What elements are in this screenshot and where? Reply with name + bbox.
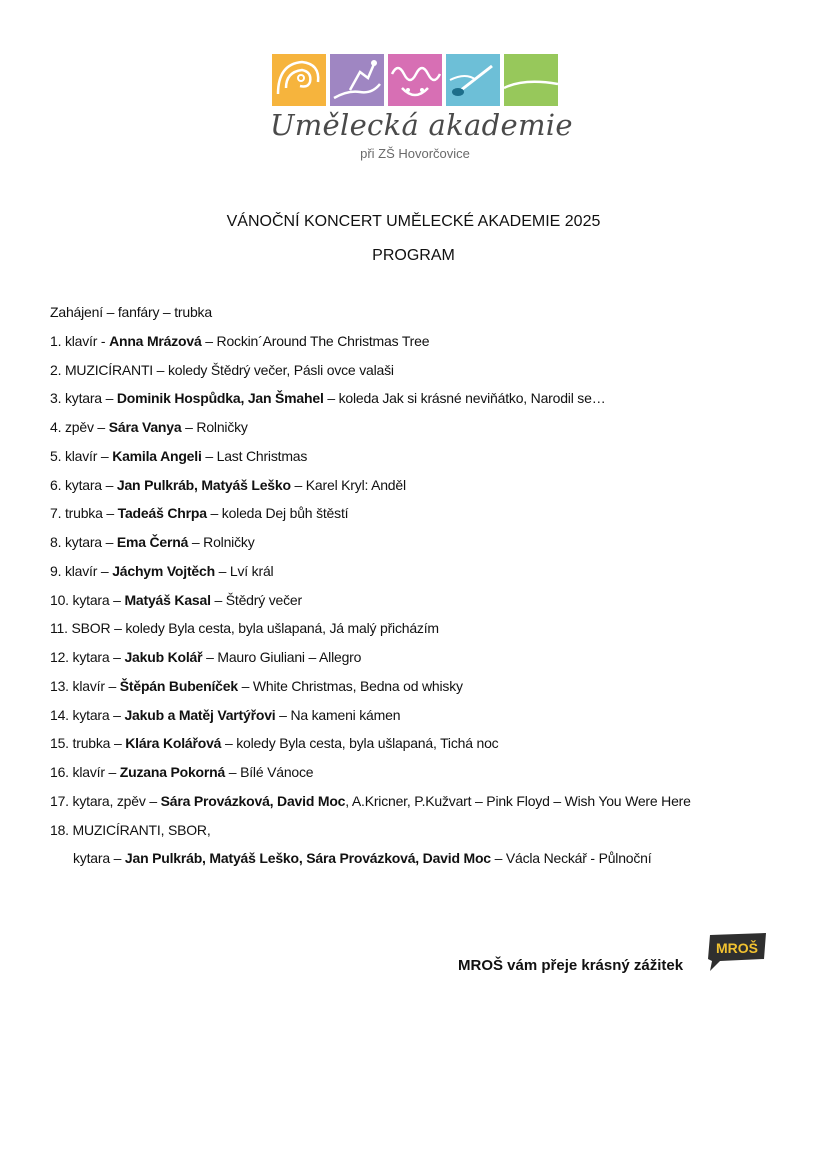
program-item	[50, 502, 790, 531]
footer-message: MROŠ vám přeje krásný zážitek	[458, 957, 684, 974]
logo-subtitle: při ZŠ Hovorčovice	[360, 146, 470, 161]
program-text: 5. klavír –	[50, 447, 113, 464]
program-text: – Karel Kryl: Anděl	[290, 476, 406, 493]
program-text: 14. kytara –	[50, 706, 125, 723]
program-text: – Lví král	[214, 562, 274, 579]
program-text: 16. klavír –	[50, 764, 120, 780]
program-item	[50, 474, 790, 503]
program-text: – koledy Byla cesta, byla ušlapaná, Tichá noc	[221, 735, 499, 752]
program-heading: PROGRAM	[372, 247, 455, 264]
program-item	[50, 617, 790, 646]
program-text: 3. kytara –	[50, 390, 117, 407]
program-text: – Last Christmas	[201, 447, 308, 464]
program-text: kytara –	[73, 850, 125, 867]
logo-name: Umělecká akademie	[270, 108, 573, 142]
sun-tile-icon	[272, 54, 326, 106]
concert-title: VÁNOČNÍ KONCERT UMĚLECKÉ AKADEMIE 2025	[226, 213, 601, 230]
dance-tile-icon	[330, 54, 384, 106]
program-item	[50, 387, 790, 416]
program-text: Zahájení – fanfáry – trubka	[50, 304, 212, 320]
performer-name: Jakub Kolář	[124, 649, 203, 665]
performer-name: Tadeáš Chrpa	[117, 505, 207, 522]
school-logo	[270, 54, 573, 164]
program-item	[50, 790, 790, 819]
program-text: 17. kytara, zpěv –	[50, 792, 161, 809]
performer-name: Sára Provázková, David Moc	[160, 792, 346, 809]
performer-name: Štěpán Bubeníček	[119, 677, 238, 694]
program-text: 7. trubka –	[50, 505, 118, 522]
program-item	[50, 359, 790, 388]
program-list	[50, 301, 790, 876]
program-text: 15. trubka –	[50, 735, 126, 752]
program-text: – Václa Neckář - Půlnoční	[490, 850, 652, 867]
program-item	[50, 301, 790, 330]
program-text: – Štědrý večer	[210, 591, 302, 608]
program-item	[50, 819, 790, 848]
program-text: 11. SBOR – koledy Byla cesta, byla ušlapaná, Já malý přicházím	[50, 620, 439, 637]
mros-badge-text: MROŠ	[716, 940, 758, 956]
program-text: 4. zpěv –	[50, 419, 109, 435]
program-text: – Bílé Vánoce	[225, 764, 314, 780]
program-text: – koleda Dej bůh štěstí	[206, 505, 349, 522]
program-text: , A.Kricner, P.Kužvart – Pink Floyd – Wish You Were Here	[345, 792, 691, 809]
performer-name: Jáchym Vojtěch	[112, 562, 215, 579]
program-text: – Na kameni kámen	[275, 706, 401, 723]
logo-tiles	[272, 54, 558, 108]
program-item	[50, 732, 790, 761]
mros-logo	[704, 931, 770, 973]
performer-name: Jan Pulkráb, Matyáš Leško, Sára Provázková, David Moc	[124, 850, 491, 867]
performer-name: Zuzana Pokorná	[119, 764, 226, 780]
program-text: – Rolničky	[181, 419, 248, 435]
program-text: 9. klavír –	[50, 562, 113, 579]
program-text: 1. klavír -	[50, 332, 110, 349]
program-text: 13. klavír –	[50, 677, 120, 694]
program-item	[50, 560, 790, 589]
theatre-tile-icon	[388, 54, 442, 106]
program-text: 10. kytara –	[50, 591, 125, 608]
program-text: 6. kytara –	[50, 476, 117, 493]
landscape-tile-icon	[504, 54, 558, 106]
paintbrush-tile-icon	[446, 54, 500, 106]
performer-name: Dominik Hospůdka, Jan Šmahel	[116, 390, 324, 407]
program-text: 12. kytara –	[50, 649, 125, 665]
program-item	[50, 589, 790, 618]
program-text: 2. MUZICÍRANTI – koledy Štědrý večer, Pásli ovce valaši	[50, 361, 394, 378]
performer-name: Sára Vanya	[108, 419, 182, 435]
program-item	[50, 675, 790, 704]
program-text: – White Christmas, Bedna od whisky	[237, 677, 463, 694]
program-text: – koleda Jak si krásné neviňátko, Narodil se…	[323, 390, 606, 407]
program-text: – Rolničky	[188, 534, 255, 550]
program-text: – Rockin´Around The Christmas Tree	[201, 332, 430, 349]
performer-name: Jan Pulkráb, Matyáš Leško	[116, 476, 291, 493]
performer-name: Jakub a Matěj Vartýřovi	[124, 706, 276, 723]
program-item	[50, 445, 790, 474]
performer-name: Matyáš Kasal	[124, 591, 211, 608]
performer-name: Anna Mrázová	[109, 332, 202, 349]
program-item	[50, 761, 790, 790]
program-item	[50, 330, 790, 359]
program-item	[50, 531, 790, 560]
program-text: 18. MUZICÍRANTI, SBOR,	[50, 821, 211, 838]
performer-name: Klára Kolářová	[125, 735, 222, 752]
program-text: 8. kytara –	[50, 534, 117, 550]
program-item	[50, 847, 790, 876]
program-item	[50, 704, 790, 733]
performer-name: Kamila Angeli	[112, 447, 202, 464]
program-item	[50, 646, 790, 675]
program-text: – Mauro Giuliani – Allegro	[202, 649, 362, 665]
program-item	[50, 416, 790, 445]
performer-name: Ema Černá	[116, 534, 189, 550]
